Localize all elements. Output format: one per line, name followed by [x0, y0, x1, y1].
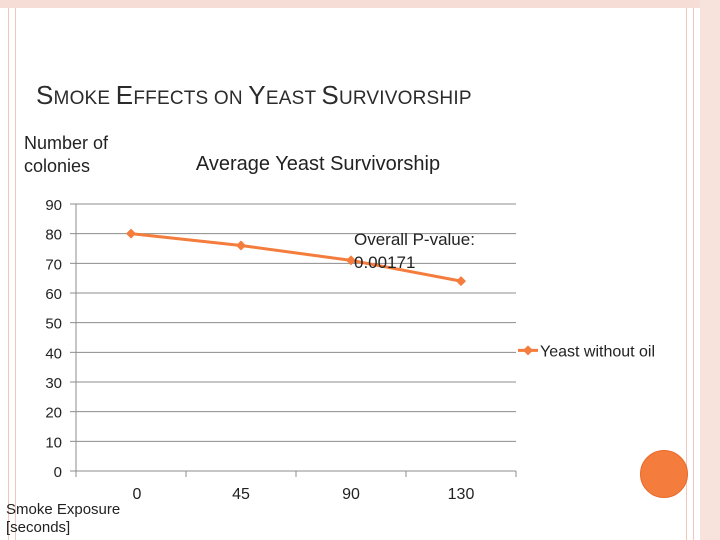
- slide-title: SMOKE EFFECTS ON YEAST SURVIVORSHIP: [36, 80, 472, 110]
- y-tick-label: 50: [45, 315, 62, 333]
- x-axis-label-line-2: [seconds]: [6, 519, 71, 536]
- legend-marker: [523, 345, 533, 355]
- legend-label: Yeast without oil: [540, 343, 656, 361]
- p-value-annotation-line-2: 0.00171: [354, 253, 416, 272]
- y-axis-label-line-1: Number of: [24, 133, 109, 153]
- data-point: [456, 276, 466, 286]
- x-tick-label: 45: [232, 486, 250, 503]
- x-axis-label-line-1: Smoke Exposure: [6, 501, 121, 518]
- x-tick-label: 90: [342, 486, 360, 503]
- data-point: [126, 229, 136, 239]
- data-point: [236, 241, 246, 251]
- y-tick-label: 20: [45, 404, 62, 422]
- y-tick-label: 90: [45, 197, 62, 214]
- y-axis-label-line-2: colonies: [24, 156, 91, 176]
- x-tick-label: 0: [132, 486, 142, 503]
- p-value-annotation-line-1: Overall P-value:: [354, 230, 475, 249]
- decorative-orange-circle: [640, 450, 688, 498]
- chart-title: Average Yeast Survivorship: [195, 153, 441, 175]
- y-tick-label: 60: [45, 286, 62, 303]
- y-tick-label: 70: [45, 256, 62, 274]
- y-tick-label: 80: [45, 226, 62, 244]
- y-tick-label: 0: [53, 464, 62, 481]
- y-tick-label: 10: [45, 434, 62, 452]
- y-tick-label: 40: [45, 345, 62, 363]
- x-tick-label: 130: [447, 486, 475, 503]
- y-tick-label: 30: [45, 375, 62, 392]
